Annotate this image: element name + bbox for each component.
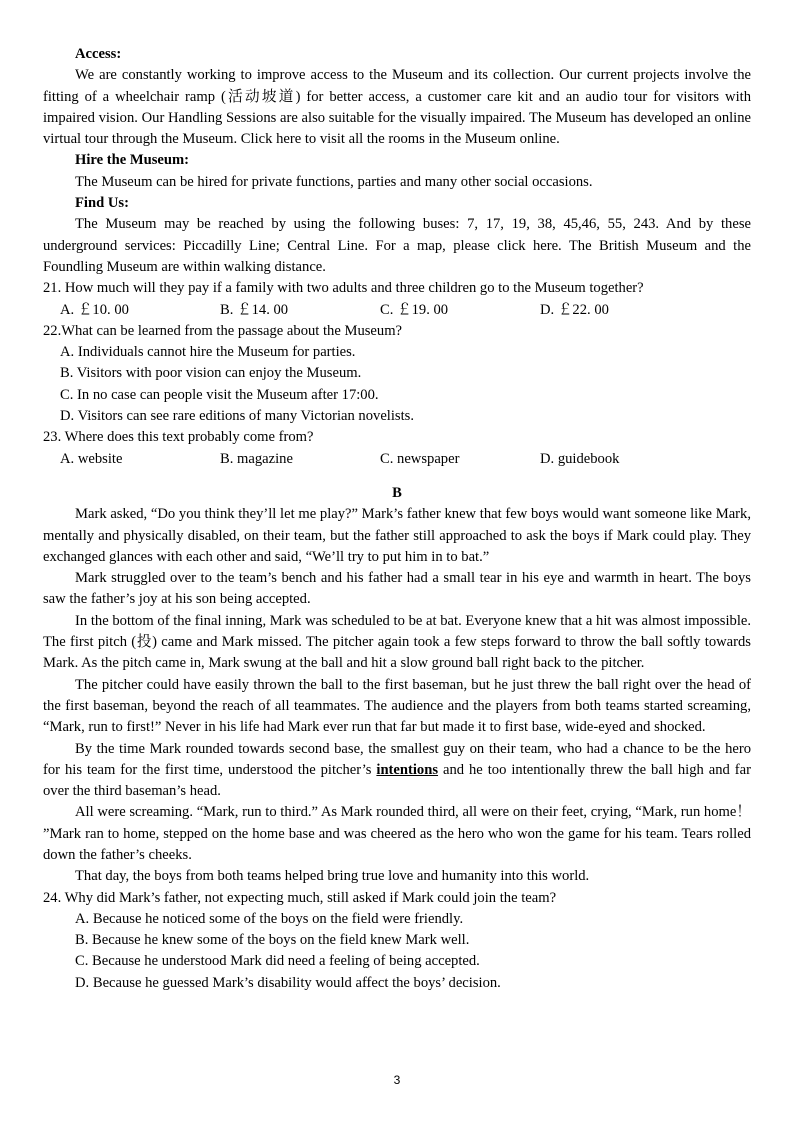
option-c: C. newspaper bbox=[380, 450, 460, 467]
access-heading: Access: bbox=[75, 46, 122, 62]
question-21-options bbox=[43, 300, 751, 321]
option-b: B. magazine bbox=[220, 450, 293, 467]
story-paragraph-5 bbox=[43, 739, 751, 803]
story-paragraph-4: The pitcher could have easily thrown the ball to the first baseman, but he just threw the ball right over the head of the first baseman, beyond the reach of all teammates. The audience and the players from both teams started screaming, “Mark, run to first!” Never in his life had Mark ever run that far but made it to first base, wide-eyed and shocked. bbox=[43, 676, 751, 736]
story-paragraph-3: In the bottom of the final inning, Mark was scheduled to be at bat. Everyone knew that a hit was almost impossible. The first pitch (投) came and Mark missed. The pitcher again took a few steps forward to throw the ball softly towards Mark. As the pitch came in, Mark swung at the ball and hit a slow ground ball right back to the pitcher. bbox=[43, 612, 751, 672]
option-c: C. ￡19. 00 bbox=[380, 301, 449, 318]
option-c: C. Because he understood Mark did need a feeling of being accepted. bbox=[75, 953, 480, 970]
story-paragraph-5-end: and he too intentionally threw the ball high and far over the third baseman’s head. bbox=[43, 761, 752, 800]
question-24: 24. Why did Mark’s father, not expecting much, still asked if Mark could join the team? bbox=[43, 889, 557, 906]
option-d: D. guidebook bbox=[540, 450, 620, 467]
document-page bbox=[43, 44, 751, 994]
option-a: A. ￡10. 00 bbox=[60, 301, 129, 318]
option-c: C. In no case can people visit the Museum after 17:00. bbox=[60, 386, 379, 403]
option-a: A. Because he noticed some of the boys on the field were friendly. bbox=[75, 910, 464, 927]
option-b: B. Visitors with poor vision can enjoy the Museum. bbox=[60, 365, 362, 382]
option-b: B. ￡14. 00 bbox=[220, 301, 289, 318]
option-d: D. Visitors can see rare editions of many Victorian novelists. bbox=[60, 408, 414, 425]
story-paragraph-2: Mark struggled over to the team’s bench and his father had a small tear in his eye and warmth in heart. The boys saw the father’s joy at his son being accepted. bbox=[43, 570, 751, 608]
access-paragraph: We are constantly working to improve access to the Museum and its collection. Our current projects involve the fitting of a wheelchair ramp (活动坡道) for better access, a customer care kit and an audio tour for visitors with impaired vision. Our Handling Sessions are also suitable for the visually impaired. The Museum has developed an online virtual tour through the Museum. Click here to visit all the rooms in the Museum online. bbox=[43, 67, 751, 148]
option-d: D. ￡22. 00 bbox=[540, 301, 609, 318]
underlined-word-intentions: intentions bbox=[376, 761, 439, 778]
option-a: A. Individuals cannot hire the Museum for parties. bbox=[60, 344, 356, 361]
find-heading: Find Us: bbox=[75, 195, 129, 212]
question-23-options bbox=[43, 449, 751, 470]
question-22: 22.What can be learned from the passage about the Museum? bbox=[43, 322, 403, 339]
option-a: A. website bbox=[60, 450, 123, 467]
section-b-title: B bbox=[392, 484, 402, 501]
story-paragraph-1: Mark asked, “Do you think they’ll let me play?” Mark’s father knew that few boys would want someone like Mark, mentally and physically disabled, on their team, but the father still approached to ask the boys if Mark could play. They exchanged glances with each other and said, “We’ll try to put him in to bat.” bbox=[43, 506, 751, 565]
option-b: B. Because he knew some of the boys on the field knew Mark well. bbox=[75, 932, 470, 949]
story-paragraph-7: That day, the boys from both teams helped bring true love and humanity into this world. bbox=[75, 868, 590, 885]
find-paragraph: The Museum may be reached by using the following buses: 7, 17, 19, 38, 45,46, 55, 243. And by these underground services: Piccadilly Line; Central Line. For a map, please click here. The British Museum and the Foundling Museum are within walking distance. bbox=[43, 216, 751, 275]
question-23: 23. Where does this text probably come from? bbox=[43, 429, 314, 446]
story-paragraph-6: All were screaming. “Mark, run to third.” As Mark rounded third, all were on their feet, crying, “Mark, run home！ ”Mark ran to home, stepped on the home base and was cheered as the hero who won the game for his team. Tears rolled down the father’s cheeks. bbox=[43, 804, 751, 863]
hire-paragraph: The Museum can be hired for private functions, parties and many other social occasions. bbox=[75, 173, 593, 190]
option-d: D. Because he guessed Mark’s disability would affect the boys’ decision. bbox=[75, 974, 501, 991]
story-paragraph-5-start: By the time Mark rounded towards second base, the smallest guy on their team, who had a chance to be the hero for his team for the first time, understood the pitcher’s bbox=[43, 740, 751, 778]
hire-heading: Hire the Museum: bbox=[75, 152, 190, 169]
page-number: 3 bbox=[393, 1073, 401, 1087]
question-21: 21. How much will they pay if a family with two adults and three children go to the Museum together? bbox=[43, 280, 644, 297]
